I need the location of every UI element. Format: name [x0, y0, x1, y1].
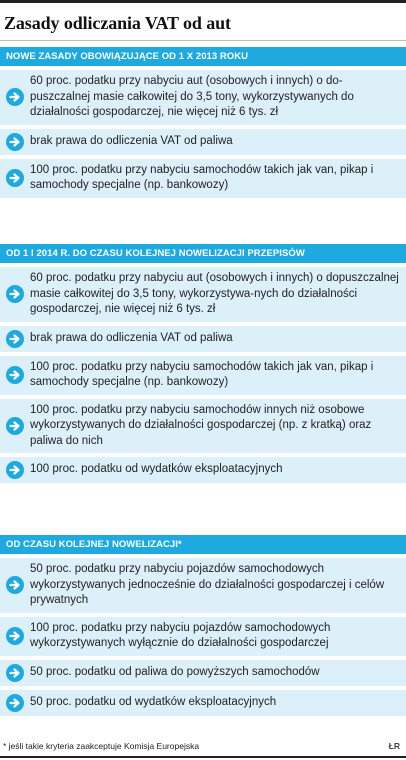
- bullet-wrap: [0, 461, 30, 479]
- list-item: [0, 617, 406, 656]
- bullet-wrap: [0, 694, 30, 712]
- bullet-wrap: [0, 285, 30, 303]
- bullet-wrap: [0, 169, 30, 187]
- list-item: [0, 70, 406, 125]
- section-header: NOWE ZASADY OBOWIĄZUJĄCE OD 1 X 2013 ROKU: [0, 47, 406, 66]
- bullet-wrap: [0, 664, 30, 682]
- list-item-text: 50 proc. podatku przy nabyciu pojazdów samochodowych wykorzystywanych jednocześnie do działalności gospodarczej i celów prywatnych: [30, 563, 385, 606]
- bullet-wrap: [0, 366, 30, 384]
- bullet-wrap: [0, 133, 30, 151]
- list-item-text: 100 proc. podatku przy nabyciu samochodów takich jak van, pikap i samochody specjalne (np. bankowozy): [30, 163, 374, 191]
- list-item-text: 100 proc. podatku przy nabyciu pojazdów samochodowych wykorzystywanych wyłącznie do działalności gospodarczej: [30, 621, 331, 649]
- list-item: [0, 457, 406, 483]
- section-from-2014: [0, 244, 406, 483]
- arrow-right-circle-icon: [6, 366, 24, 384]
- section-header: OD CZASU KOLEJNEJ NOWELIZACJI*: [0, 535, 406, 554]
- top-rule: [0, 0, 406, 3]
- bullet-wrap: [0, 627, 30, 645]
- list-item-text: brak prawa do odliczenia VAT od paliwa: [30, 134, 233, 147]
- list-item-text: 100 proc. podatku przy nabyciu samochodów innych niż osobowe wykorzystywanych do działalności gospodarczej (np. z kratką) oraz paliwa do nich: [30, 403, 372, 447]
- list-item: [0, 690, 406, 716]
- footnote: * jeśli takie kryteria zaakceptuje Komisja Europejska: [3, 741, 200, 751]
- list-item-text: 100 proc. podatku przy nabyciu samochodów takich jak van, pikap i samochody specjalne (np. bankowozy): [30, 360, 374, 388]
- list-item-text: 60 proc. podatku przy nabyciu aut (osobowych i innych) o dopuszczalnej masie całkowitej do 3,5 tony, wykorzystywa-nych do działalności gospodarczej, nie więcej niż 6 tys. zł: [30, 272, 399, 315]
- bullet-wrap: [0, 330, 30, 348]
- arrow-right-circle-icon: [6, 285, 24, 303]
- list-item: [0, 326, 406, 352]
- list-item: [0, 399, 406, 454]
- arrow-right-circle-icon: [6, 133, 24, 151]
- arrow-right-circle-icon: [6, 169, 24, 187]
- list-item-text: 60 proc. podatku przy nabyciu aut (osobowych i innych) o do-puszczalnej masie całkowitej do 3,5 tony, wykorzystywanych do działalności gospodarczej, nie więcej niż 6 tys. zł: [30, 75, 354, 118]
- section-new-rules: [0, 47, 406, 198]
- bottom-rule: [0, 756, 406, 758]
- arrow-right-circle-icon: [6, 627, 24, 645]
- arrow-right-circle-icon: [6, 694, 24, 712]
- arrow-right-circle-icon: [6, 461, 24, 479]
- list-item: [0, 660, 406, 686]
- list-item: [0, 129, 406, 155]
- arrow-right-circle-icon: [6, 330, 24, 348]
- list-item: [0, 267, 406, 322]
- list-item-text: brak prawa do odliczenia VAT od paliwa: [30, 331, 233, 344]
- section-next-amendment: [0, 535, 406, 716]
- list-item: [0, 558, 406, 613]
- list-item: [0, 159, 406, 198]
- arrow-right-circle-icon: [6, 417, 24, 435]
- list-item-text: 50 proc. podatku od wydatków eksploatacyjnych: [30, 695, 277, 708]
- title-divider: [0, 40, 406, 41]
- bullet-wrap: [0, 576, 30, 594]
- bullet-wrap: [0, 88, 30, 106]
- credit: ŁR: [388, 741, 400, 751]
- bullet-wrap: [0, 417, 30, 435]
- list-item: [0, 356, 406, 395]
- arrow-right-circle-icon: [6, 664, 24, 682]
- arrow-right-circle-icon: [6, 88, 24, 106]
- arrow-right-circle-icon: [6, 576, 24, 594]
- page-title: Zasady odliczania VAT od aut: [4, 13, 231, 33]
- list-item-text: 100 proc. podatku od wydatków eksploatacyjnych: [30, 463, 283, 476]
- section-header: OD 1 I 2014 R. DO CZASU KOLEJNEJ NOWELIZACJI PRZEPISÓW: [0, 244, 406, 263]
- list-item-text: 50 proc. podatku od paliwa do powyższych samochodów: [30, 665, 320, 678]
